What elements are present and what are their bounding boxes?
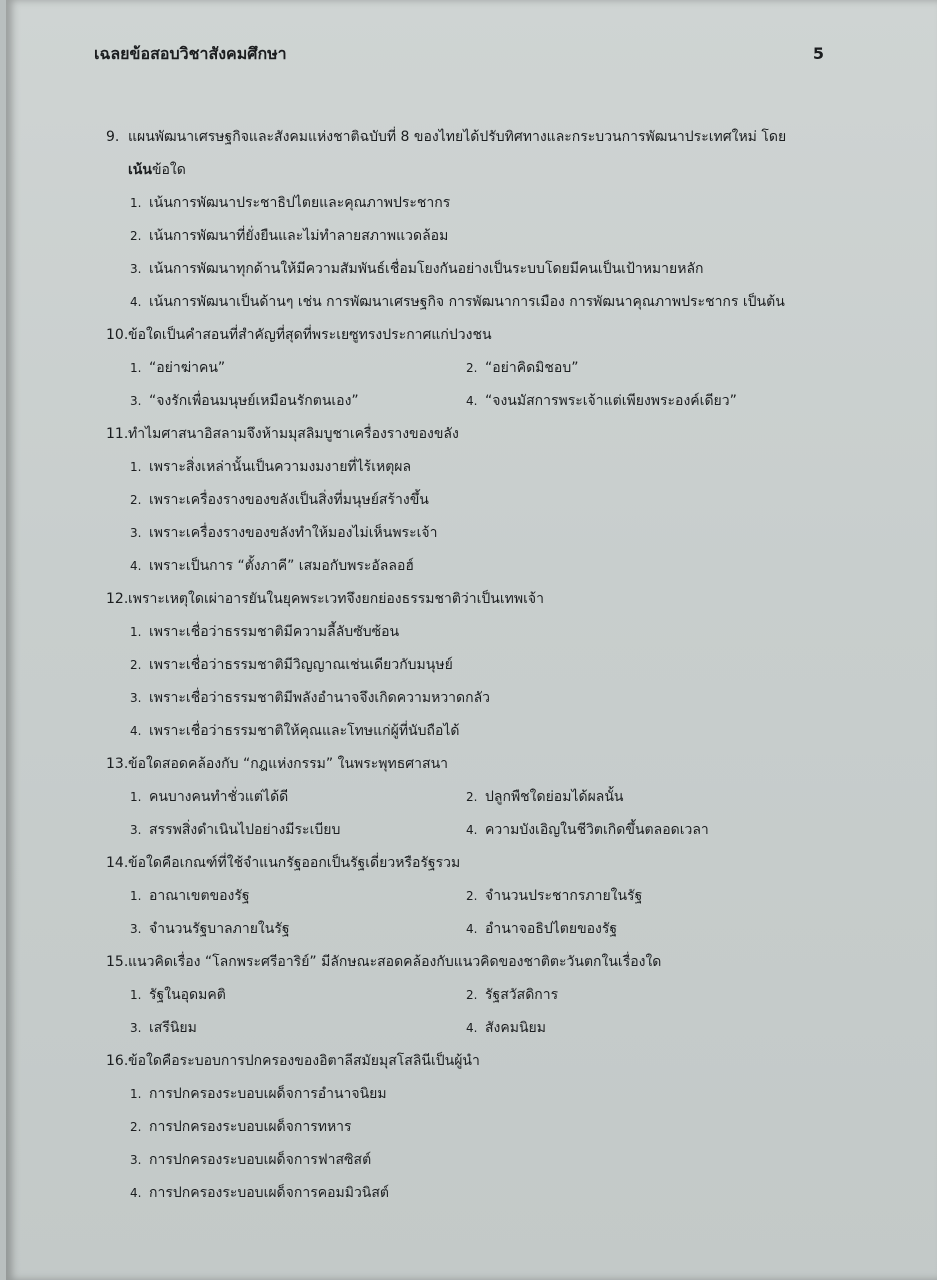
question-text: เพราะเหตุใดเผ่าอารยันในยุคพระเวทจึงยกย่องธรรมชาติว่าเป็นเทพเจ้า (128, 591, 544, 607)
option-text: “อย่าคิดมิชอบ” (485, 360, 579, 376)
option-number: 2. (130, 229, 142, 243)
option-text: เน้นการพัฒนาเป็นด้านๆ เช่น การพัฒนาเศรษฐกิจ การพัฒนาการเมือง การพัฒนาคุณภาพประชากร เป็นต้น (149, 294, 785, 310)
option-text: เพราะเชื่อว่าธรรมชาติมีวิญญาณเช่นเดียวกับมนุษย์ (149, 657, 453, 673)
option-2 (466, 979, 846, 1012)
question-10 (106, 319, 846, 418)
option-text: คนบางคนทำชั่วแต่ได้ดี (149, 789, 289, 805)
option-number: 1. (130, 988, 142, 1002)
option-number: 4. (130, 295, 142, 309)
option-number: 2. (130, 493, 142, 507)
option-number: 3. (130, 394, 142, 408)
option-1 (130, 451, 846, 484)
option-3 (130, 1144, 846, 1177)
option-text: เพราะเชื่อว่าธรรมชาติมีความลี้ลับซับซ้อน (149, 624, 400, 640)
option-2 (130, 220, 846, 253)
option-number: 4. (466, 394, 478, 408)
option-4 (130, 550, 846, 583)
option-4 (466, 913, 846, 946)
header-title: เฉลยข้อสอบวิชาสังคมศึกษา (94, 44, 287, 63)
question-9 (106, 121, 846, 319)
option-3 (130, 814, 466, 847)
option-text: “จงรักเพื่อนมนุษย์เหมือนรักตนเอง” (149, 393, 359, 409)
option-list (106, 187, 846, 319)
option-number: 4. (130, 559, 142, 573)
option-3 (130, 253, 846, 286)
option-4 (130, 1177, 846, 1210)
option-2 (466, 352, 846, 385)
question-text: แนวคิดเรื่อง “โลกพระศรีอาริย์” มีลักษณะสอดคล้องกับแนวคิดของชาติตะวันตกในเรื่องใด (128, 954, 662, 970)
option-1 (130, 616, 846, 649)
option-number: 4. (466, 823, 478, 837)
question-16 (106, 1045, 846, 1210)
option-text: เพราะเครื่องรางของขลังทำให้มองไม่เห็นพระเจ้า (149, 525, 438, 541)
option-list (106, 781, 846, 847)
option-3 (130, 913, 466, 946)
question-number: 13. (106, 756, 129, 772)
option-1 (130, 352, 466, 385)
option-2 (130, 484, 846, 517)
option-1 (130, 187, 846, 220)
option-text: อาณาเขตของรัฐ (149, 888, 250, 904)
option-text: เพราะเชื่อว่าธรรมชาติให้คุณและโทษแก่ผู้ที่นับถือได้ (149, 723, 460, 739)
option-text: เสรีนิยม (149, 1020, 197, 1036)
question-11 (106, 418, 846, 583)
option-1 (130, 1078, 846, 1111)
option-number: 3. (130, 922, 142, 936)
option-number: 4. (466, 922, 478, 936)
option-text: เพราะสิ่งเหล่านั้นเป็นความงมงายที่ไร้เหตุผล (149, 459, 412, 475)
option-list (106, 1078, 846, 1210)
option-text: เน้นการพัฒนาประชาธิปไตยและคุณภาพประชากร (149, 195, 451, 211)
option-number: 2. (130, 1120, 142, 1134)
option-text: เพราะเป็นการ “ตั้งภาคี” เสมอกับพระอัลลอฮ์ (149, 558, 414, 574)
question-number: 10. (106, 327, 129, 343)
option-text: การปกครองระบอบเผด็จการทหาร (149, 1119, 352, 1135)
option-3 (130, 385, 466, 418)
page-header (94, 42, 824, 66)
question-15 (106, 946, 846, 1045)
option-text: “อย่าฆ่าคน” (149, 360, 226, 376)
option-1 (130, 781, 466, 814)
option-text: รัฐในอุดมคติ (149, 987, 226, 1003)
question-number: 15. (106, 954, 129, 970)
document-page (6, 0, 937, 1280)
option-text: จำนวนรัฐบาลภายในรัฐ (149, 921, 290, 937)
option-1 (130, 880, 466, 913)
question-number: 12. (106, 591, 129, 607)
option-text: “จงนมัสการพระเจ้าแต่เพียงพระองค์เดียว” (485, 393, 737, 409)
question-text: ข้อใดเป็นคำสอนที่สำคัญที่สุดที่พระเยซูทรงประกาศแก่ปวงชน (128, 327, 492, 343)
option-1 (130, 979, 466, 1012)
option-text: เพราะเครื่องรางของขลังเป็นสิ่งที่มนุษย์สร้างขึ้น (149, 492, 429, 508)
page-number: 5 (812, 44, 824, 63)
question-14 (106, 847, 846, 946)
option-text: ปลูกพืชใดย่อมได้ผลนั้น (485, 789, 624, 805)
question-12 (106, 583, 846, 748)
question-text: แผนพัฒนาเศรษฐกิจและสังคมแห่งชาติฉบับที่ 8 ของไทยได้ปรับทิศทางและกระบวนการพัฒนาประเทศใหม่ โดย (128, 129, 787, 145)
option-number: 3. (130, 526, 142, 540)
option-2 (130, 1111, 846, 1144)
option-4 (466, 385, 846, 418)
option-3 (130, 682, 846, 715)
option-number: 2. (466, 889, 478, 903)
question-text: ทำไมศาสนาอิสลามจึงห้ามมุสลิมบูชาเครื่องรางของขลัง (128, 426, 459, 442)
question-list (106, 121, 846, 1210)
question-number: 14. (106, 855, 129, 871)
option-4 (466, 814, 846, 847)
emphasis-text: เน้น (128, 162, 152, 178)
option-text: รัฐสวัสดิการ (485, 987, 559, 1003)
option-number: 1. (130, 889, 142, 903)
option-number: 2. (466, 790, 478, 804)
option-text: ความบังเอิญในชีวิตเกิดขึ้นตลอดเวลา (485, 822, 709, 838)
option-2 (466, 880, 846, 913)
option-2 (466, 781, 846, 814)
option-number: 3. (130, 262, 142, 276)
option-number: 3. (130, 691, 142, 705)
question-number: 9. (106, 129, 120, 145)
option-4 (130, 286, 846, 319)
option-text: จำนวนประชากรภายในรัฐ (485, 888, 643, 904)
option-number: 1. (130, 460, 142, 474)
option-number: 1. (130, 790, 142, 804)
option-number: 2. (466, 988, 478, 1002)
option-text: การปกครองระบอบเผด็จการฟาสซิสต์ (149, 1152, 372, 1168)
option-number: 3. (130, 823, 142, 837)
option-text: เพราะเชื่อว่าธรรมชาติมีพลังอำนาจจึงเกิดความหวาดกลัว (149, 690, 491, 706)
option-number: 1. (130, 625, 142, 639)
option-text: เน้นการพัฒนาที่ยั่งยืนและไม่ทำลายสภาพแวดล้อม (149, 228, 449, 244)
option-number: 3. (130, 1153, 142, 1167)
question-number: 16. (106, 1053, 129, 1069)
option-text: เน้นการพัฒนาทุกด้านให้มีความสัมพันธ์เชื่อมโยงกันอย่างเป็นระบบโดยมีคนเป็นเป้าหมายหลัก (149, 261, 704, 277)
option-list (106, 616, 846, 748)
option-list (106, 979, 846, 1045)
option-text: การปกครองระบอบเผด็จการอำนาจนิยม (149, 1086, 387, 1102)
option-4 (466, 1012, 846, 1045)
option-text: สรรพสิ่งดำเนินไปอย่างมีระเบียบ (149, 822, 341, 838)
question-number: 11. (106, 426, 129, 442)
option-number: 1. (130, 361, 142, 375)
option-number: 2. (130, 658, 142, 672)
option-text: การปกครองระบอบเผด็จการคอมมิวนิสต์ (149, 1185, 390, 1201)
question-text-continuation (106, 154, 846, 187)
option-4 (130, 715, 846, 748)
question-text: ข้อใดคือระบอบการปกครองของอิตาลีสมัยมุสโสลินีเป็นผู้นำ (128, 1053, 480, 1069)
option-number: 2. (466, 361, 478, 375)
question-13 (106, 748, 846, 847)
question-text: ข้อใดคือเกณฑ์ที่ใช้จำแนกรัฐออกเป็นรัฐเดี่ยวหรือรัฐรวม (128, 855, 461, 871)
option-number: 4. (130, 1186, 142, 1200)
option-text: อำนาจอธิปไตยของรัฐ (485, 921, 618, 937)
option-number: 3. (130, 1021, 142, 1035)
option-list (106, 880, 846, 946)
option-number: 1. (130, 196, 142, 210)
question-text: ข้อใดสอดคล้องกับ “กฎแห่งกรรม” ในพระพุทธศาสนา (128, 756, 449, 772)
option-text: สังคมนิยม (485, 1020, 546, 1036)
option-number: 1. (130, 1087, 142, 1101)
option-3 (130, 517, 846, 550)
option-3 (130, 1012, 466, 1045)
option-number: 4. (130, 724, 142, 738)
option-list (106, 451, 846, 583)
option-2 (130, 649, 846, 682)
option-number: 4. (466, 1021, 478, 1035)
option-list (106, 352, 846, 418)
question-text-tail: ข้อใด (151, 162, 186, 178)
